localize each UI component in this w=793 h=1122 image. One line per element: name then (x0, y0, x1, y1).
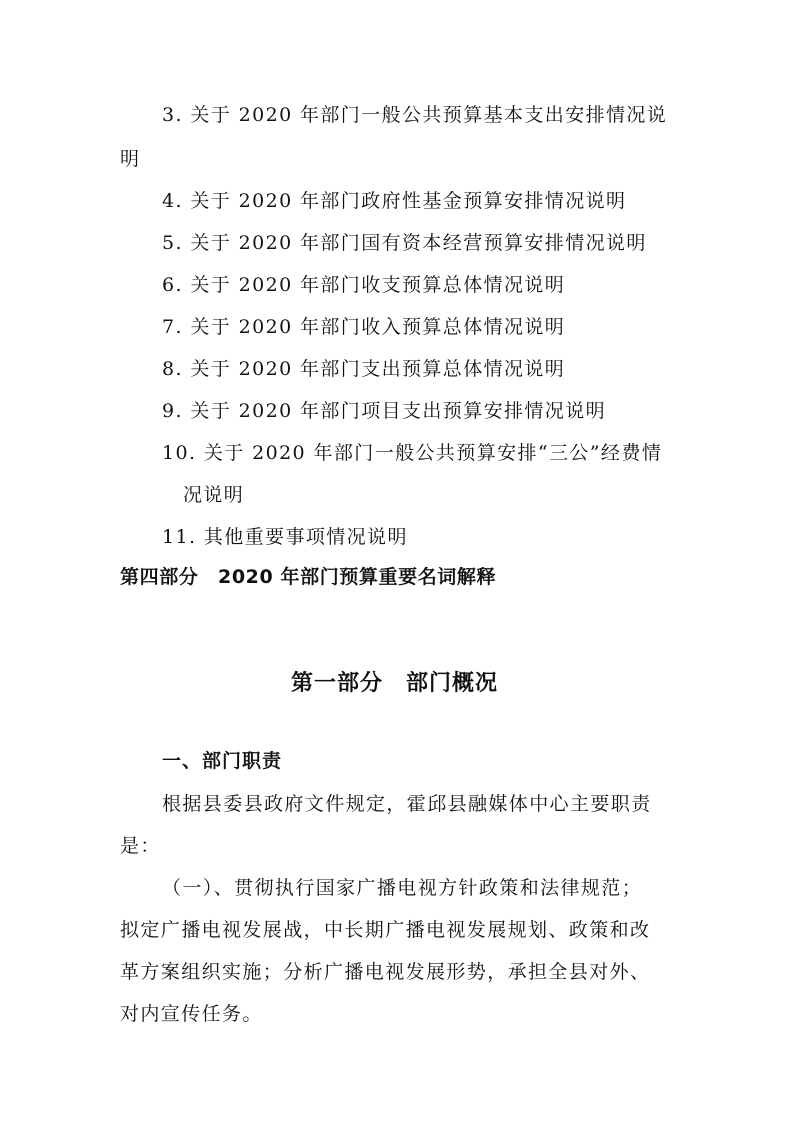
toc-item-11: 11. 其他重要事项情况说明 (162, 526, 408, 548)
toc-item-8: 8. 关于 2020 年部门支出预算总体情况说明 (162, 358, 566, 380)
toc-item-10-line1: 10. 关于 2020 年部门一般公共预算安排“三公”经费情 (162, 442, 663, 464)
para1-line2: 是： (120, 835, 161, 857)
toc-item-9: 9. 关于 2020 年部门项目支出预算安排情况说明 (162, 400, 607, 422)
section-heading: 一、部门职责 (162, 750, 283, 772)
toc-item-6: 6. 关于 2020 年部门收支预算总体情况说明 (162, 274, 566, 296)
section-title: 第一部分 部门概况 (291, 671, 499, 696)
toc-item-10-line2: 况说明 (183, 484, 245, 506)
para2-line1: （一）、贯彻执行国家广播电视方针政策和法律规范； (162, 877, 643, 899)
toc-item-5: 5. 关于 2020 年部门国有资本经营预算安排情况说明 (162, 232, 647, 254)
para1-line1: 根据县委县政府文件规定，霍邱县融媒体中心主要职责 (162, 793, 652, 815)
para2-line4: 对内宣传任务。 (120, 1003, 263, 1025)
toc-item-4: 4. 关于 2020 年部门政府性基金预算安排情况说明 (162, 190, 627, 212)
para2-line3: 革方案组织实施；分析广播电视发展形势，承担全县对外、 (120, 961, 651, 983)
para2-line2: 拟定广播电视发展战，中长期广播电视发展规划、政策和改 (120, 919, 651, 941)
toc-part4-heading: 第四部分 2020 年部门预算重要名词解释 (120, 566, 497, 588)
toc-item-3-line1: 3. 关于 2020 年部门一般公共预算基本支出安排情况说 (162, 104, 668, 126)
toc-item-7: 7. 关于 2020 年部门收入预算总体情况说明 (162, 316, 566, 338)
toc-item-3-line2: 明 (120, 148, 141, 170)
